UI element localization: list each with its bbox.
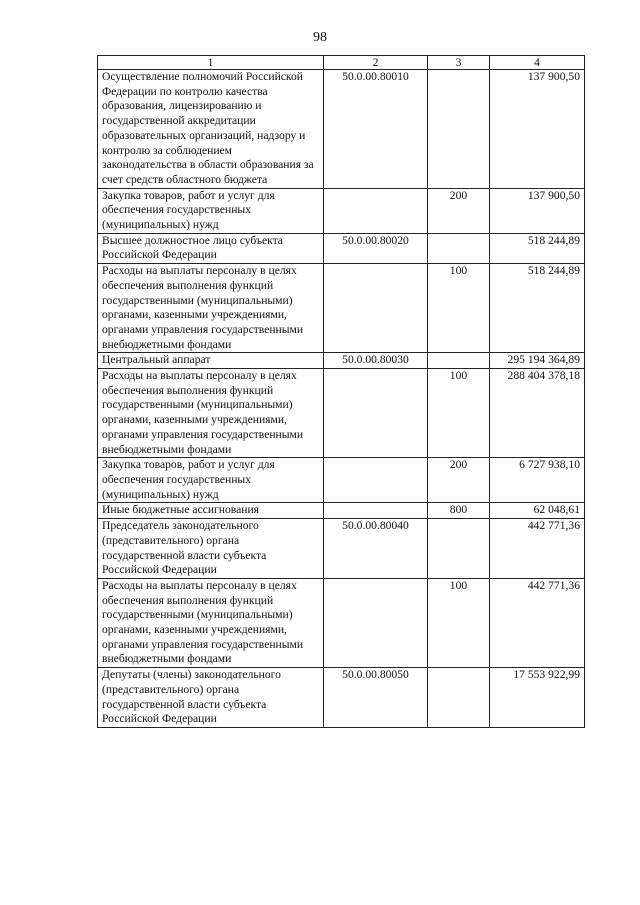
table-row: [98, 458, 585, 503]
row-amount-cell: 295 194 364,89: [490, 353, 585, 369]
table-header-row: [98, 56, 585, 70]
row-name-cell: Расходы на выплаты персоналу в целях обеспечения выполнения функций государственными (муниципальными) органами, казенными учреждениями, органами управления государственными внебюджетными фондами: [98, 578, 324, 667]
row-code-cell: 50.0.00.80040: [324, 519, 428, 579]
row-code-cell: [324, 369, 428, 458]
row-code-cell: 50.0.00.80020: [324, 233, 428, 263]
row-expense-type-cell: 200: [428, 458, 490, 503]
column-header-3: 3: [428, 56, 490, 70]
row-expense-type-cell: [428, 233, 490, 263]
row-expense-type-cell: [428, 519, 490, 579]
row-code-cell: [324, 458, 428, 503]
row-expense-type-cell: 200: [428, 188, 490, 233]
table-row: [98, 233, 585, 263]
row-amount-cell: 442 771,36: [490, 578, 585, 667]
table-row: [98, 369, 585, 458]
row-name-cell: Иные бюджетные ассигнования: [98, 503, 324, 519]
column-header-1: 1: [98, 56, 324, 70]
page-number: 98: [313, 30, 327, 45]
row-code-cell: [324, 264, 428, 353]
row-amount-cell: 6 727 938,10: [490, 458, 585, 503]
row-amount-cell: 518 244,89: [490, 264, 585, 353]
row-code-cell: 50.0.00.80030: [324, 353, 428, 369]
row-name-cell: Осуществление полномочий Российской Федерации по контролю качества образования, лицензированию и государственной аккредитации образовательных организаций, надзору и контролю за соблюдением законодательства в области образования за счет средств областного бюджета: [98, 70, 324, 189]
row-amount-cell: 288 404 378,18: [490, 369, 585, 458]
row-expense-type-cell: [428, 353, 490, 369]
row-expense-type-cell: 100: [428, 369, 490, 458]
budget-table: [97, 55, 585, 728]
row-code-cell: [324, 578, 428, 667]
row-name-cell: Закупка товаров, работ и услуг для обеспечения государственных (муниципальных) нужд: [98, 188, 324, 233]
row-expense-type-cell: [428, 668, 490, 728]
row-amount-cell: 518 244,89: [490, 233, 585, 263]
row-name-cell: Председатель законодательного (представительного) органа государственной власти субъекта Российской Федерации: [98, 519, 324, 579]
row-expense-type-cell: [428, 70, 490, 189]
table-row: [98, 188, 585, 233]
row-expense-type-cell: 100: [428, 578, 490, 667]
row-amount-cell: 137 900,50: [490, 70, 585, 189]
table-row: [98, 519, 585, 579]
row-code-cell: [324, 503, 428, 519]
row-name-cell: Расходы на выплаты персоналу в целях обеспечения выполнения функций государственными (муниципальными) органами, казенными учреждениями, органами управления государственными внебюджетными фондами: [98, 264, 324, 353]
table-row: [98, 70, 585, 189]
table-row: [98, 353, 585, 369]
row-name-cell: Высшее должностное лицо субъекта Российской Федерации: [98, 233, 324, 263]
row-expense-type-cell: 100: [428, 264, 490, 353]
row-amount-cell: 137 900,50: [490, 188, 585, 233]
row-name-cell: Расходы на выплаты персоналу в целях обеспечения выполнения функций государственными (муниципальными) органами, казенными учреждениями, органами управления государственными внебюджетными фондами: [98, 369, 324, 458]
row-code-cell: 50.0.00.80050: [324, 668, 428, 728]
column-header-4: 4: [490, 56, 585, 70]
row-code-cell: [324, 188, 428, 233]
row-amount-cell: 62 048,61: [490, 503, 585, 519]
table-row: [98, 578, 585, 667]
row-code-cell: 50.0.00.80010: [324, 70, 428, 189]
table-row: [98, 668, 585, 728]
row-name-cell: Депутаты (члены) законодательного (представительного) органа государственной власти субъекта Российской Федерации: [98, 668, 324, 728]
row-amount-cell: 17 553 922,99: [490, 668, 585, 728]
table-row: [98, 264, 585, 353]
row-amount-cell: 442 771,36: [490, 519, 585, 579]
row-name-cell: Закупка товаров, работ и услуг для обеспечения государственных (муниципальных) нужд: [98, 458, 324, 503]
column-header-2: 2: [324, 56, 428, 70]
row-name-cell: Центральный аппарат: [98, 353, 324, 369]
table-row: [98, 503, 585, 519]
row-expense-type-cell: 800: [428, 503, 490, 519]
